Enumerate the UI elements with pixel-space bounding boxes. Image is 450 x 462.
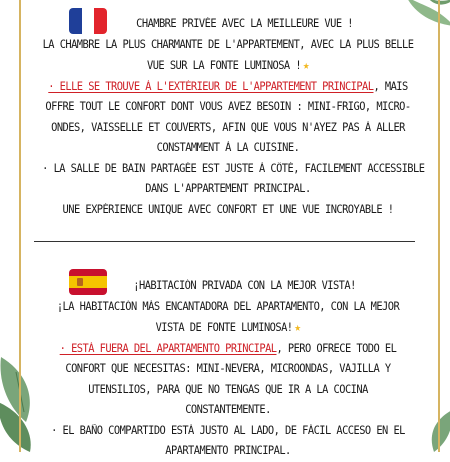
- french-line-3: [42, 55, 414, 77]
- spanish-line-4-tail: , PERO OFRECE TODO EL: [276, 341, 397, 355]
- spanish-line-7: CONSTANTEMENTE.: [185, 403, 271, 416]
- spanish-line-6: UTENSILIOS, PARA QUE NO TENGAS QUE IR A LA COCINA: [88, 382, 368, 396]
- french-line-3-text: VUE SUR LA FONTE LUMINOSA !: [147, 59, 302, 72]
- star-icon: ★: [294, 320, 301, 334]
- spanish-line-8: · EL BAÑO COMPARTIDO ESTÁ JUSTO AL LADO, DE FÁCIL ACCESO EN EL: [51, 423, 405, 437]
- spanish-line-4: [42, 339, 414, 360]
- star-icon: ★: [302, 58, 309, 72]
- french-line-4: [42, 77, 414, 98]
- spanish-line-3: [42, 317, 414, 339]
- french-section: [26, 14, 430, 220]
- french-line-7: CONSTAMMENT À LA CUISINE.: [156, 141, 300, 154]
- spanish-section: [26, 276, 430, 462]
- section-divider: [34, 241, 415, 242]
- spanish-line-2: ¡LA HABITACIÓN MÁS ENCANTADORA DEL APARTAMENTO, CON LA MEJOR: [56, 299, 400, 313]
- french-title: CHAMBRE PRIVÉE AVEC LA MEILLEURE VUE !: [136, 17, 353, 30]
- spanish-line-9: APARTAMENTO PRINCIPAL.: [165, 444, 291, 457]
- french-line-4-tail: , MAIS: [373, 79, 408, 93]
- spanish-line-5: CONFORT QUE NECESITAS: MINI-NEVERA, MICROONDAS, VAJILLA Y: [65, 362, 391, 375]
- french-line-6: ONDES, VAISSELLE ET COUVERTS, AFIN QUE VOUS N'AYEZ PAS À ALLER: [51, 120, 405, 134]
- french-highlight: · ELLE SE TROUVE À L'EXTÉRIEUR DE L'APPARTEMENT PRINCIPAL: [48, 79, 374, 93]
- french-line-10: UNE EXPÉRIENCE UNIQUE AVEC CONFORT ET UNE VUE INCROYABLE !: [62, 202, 394, 216]
- french-line-9: DANS L'APPARTEMENT PRINCIPAL.: [145, 182, 311, 195]
- spanish-title: ¡HABITACIÓN PRIVADA CON LA MEJOR VISTA!: [133, 279, 356, 292]
- spanish-line-3-text: VISTA DE FONTE LUMINOSA!: [155, 321, 293, 334]
- french-line-5: OFFRE TOUT LE CONFORT DONT VOUS AVEZ BESOIN : MINI-FRIGO, MICRO-: [45, 100, 411, 113]
- spanish-highlight: · ESTÁ FUERA DEL APARTAMENTO PRINCIPAL: [59, 341, 277, 355]
- french-line-2: LA CHAMBRE LA PLUS CHARMANTE DE L'APPARTEMENT, AVEC LA PLUS BELLE: [42, 37, 414, 51]
- french-line-8: · LA SALLE DE BAIN PARTAGÉE EST JUSTE À CÔTÉ, FACILEMENT ACCESSIBLE: [42, 161, 425, 175]
